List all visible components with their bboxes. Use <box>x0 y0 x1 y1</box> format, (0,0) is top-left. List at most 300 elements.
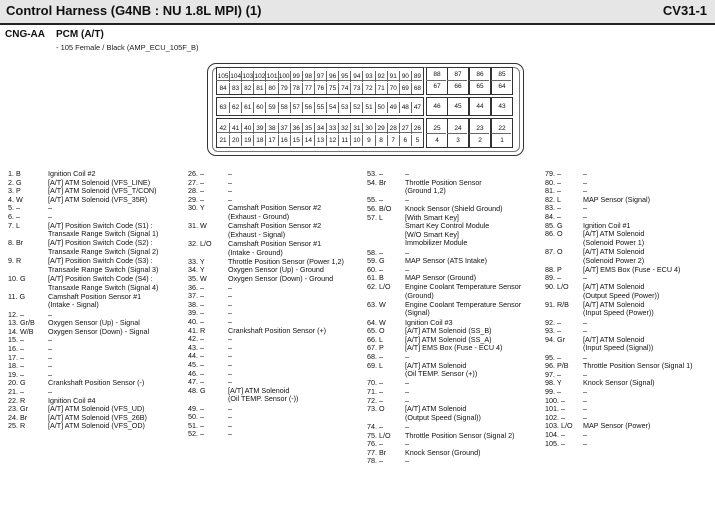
pin-number-color: 10. G <box>8 274 26 283</box>
pin-description: – <box>583 203 587 213</box>
pin-number-color: 35. W <box>188 274 207 283</box>
pin-description: (Ground 1,2) <box>405 186 446 196</box>
pin-number-color: 25. R <box>8 421 26 431</box>
pin-description: – <box>583 438 587 448</box>
connector-row-divider <box>469 133 489 134</box>
pin-description: (Ground) <box>405 290 434 300</box>
pin-description: – <box>228 334 232 344</box>
pin-number-color: 73. O <box>367 404 385 414</box>
pin-number-color: 69. L <box>367 360 383 370</box>
connector-pin: 54 <box>326 102 338 113</box>
connector-pin: 75 <box>326 83 338 94</box>
pin-number-color: 87. O <box>545 247 563 256</box>
pin-number-color: 103. L/O <box>545 421 573 431</box>
pin-number-color: 68. – <box>367 352 383 361</box>
pin-description: – <box>48 203 52 213</box>
connector-pin: 11 <box>338 135 350 146</box>
pin-number-color: 72. – <box>367 395 383 405</box>
pin-description: – <box>228 429 232 439</box>
pin-number-color: 19. – <box>8 369 24 379</box>
pin-number-color: 14. W/B <box>8 326 34 336</box>
pin-number-color: 91. R/B <box>545 299 569 309</box>
connector-pin: 78 <box>290 83 302 94</box>
connector-pin: 22 <box>498 125 506 132</box>
connector-pin: 53 <box>338 102 350 113</box>
pin-description: [A/T] Position Switch Code (S3) : <box>48 256 153 266</box>
pin-description: – <box>48 387 52 396</box>
pin-description: – <box>228 169 232 178</box>
connector-pin: 29 <box>375 123 387 134</box>
pin-description: – <box>405 387 409 396</box>
pin-number-color: 83. – <box>545 203 561 213</box>
pin-description: [A/T] ATM Solenoid <box>228 385 290 395</box>
connector-pin: 60 <box>253 102 265 113</box>
page-code: CV31-1 <box>662 3 707 18</box>
pin-number-color: 23. Gr <box>8 404 28 414</box>
connector-pin: 39 <box>253 123 265 134</box>
pin-number-color: 79. – <box>545 169 561 178</box>
connector-pin: 82 <box>241 83 253 94</box>
pin-number-color: 86. O <box>545 229 563 239</box>
pin-number-color: 54. Br <box>367 177 387 187</box>
pin-description: – <box>405 422 409 431</box>
pin-description: [A/T] ATM Solenoid (VFS_LINE) <box>48 177 151 187</box>
pin-number-color: 44. – <box>188 351 204 361</box>
pin-description: [A/T] ATM Solenoid (VFS_UD) <box>48 404 145 414</box>
pin-description: – <box>228 282 232 292</box>
pin-number-color: 22. R <box>8 395 26 405</box>
pin-number-color: 55. – <box>367 195 383 205</box>
pin-number-color: 90. L/O <box>545 282 569 291</box>
pin-description: – <box>583 369 587 379</box>
pin-description: – <box>405 247 409 257</box>
pin-description: Camshaft Position Sensor #2 <box>228 221 322 231</box>
connector-row-divider <box>447 133 467 134</box>
pin-number-color: 60. – <box>367 264 383 274</box>
pin-number-color: 95. – <box>545 352 561 362</box>
connector-row-divider <box>491 80 511 81</box>
connector-pin: 72 <box>362 83 374 94</box>
pin-number-color: 70. – <box>367 378 383 388</box>
pin-description: – <box>583 412 587 422</box>
connector-pin: 93 <box>362 71 374 82</box>
pin-number-color: 82. L <box>545 194 561 204</box>
pin-number-color: 64. W <box>367 317 386 327</box>
connector-pin: 33 <box>326 123 338 134</box>
pin-description: – <box>405 395 409 405</box>
connector-pin: 8 <box>375 135 387 146</box>
pin-number-color: 12. – <box>8 309 24 319</box>
connector-pin: 12 <box>326 135 338 146</box>
pin-description: – <box>583 212 587 221</box>
connector-pin: 62 <box>229 102 241 113</box>
pin-description: [A/T] ATM Solenoid <box>405 404 467 414</box>
pin-number-color: 76. – <box>367 439 383 449</box>
pin-description: – <box>48 361 52 371</box>
pin-number-color: 97. – <box>545 369 561 379</box>
connector-pin: 1 <box>500 137 504 144</box>
pin-description: Throttle Position Sensor (Signal 2) <box>405 430 515 440</box>
connector-pin: 32 <box>338 123 350 134</box>
pin-description: – <box>583 404 587 414</box>
connector-pin: 69 <box>399 83 411 94</box>
connector-row-divider <box>426 133 446 134</box>
pin-number-color: 30. Y <box>188 203 205 213</box>
pin-number-color: 49. – <box>188 403 204 413</box>
pin-number-color: 47. – <box>188 377 204 387</box>
connector-pin: 40 <box>241 123 253 134</box>
connector-pin: 87 <box>454 71 462 78</box>
connector-pin: 20 <box>229 135 241 146</box>
pin-number-color: 13. Gr/B <box>8 318 35 328</box>
connector-pin: 18 <box>253 135 265 146</box>
pin-description: – <box>405 439 409 449</box>
pin-description: MAP Sensor (Power) <box>583 421 651 431</box>
pin-description: [A/T] ATM Solenoid <box>583 282 645 291</box>
pin-description: Transaxle Range Switch (Signal 3) <box>48 264 159 274</box>
pin-number-color: 42. – <box>188 334 204 344</box>
connector-pin: 103 <box>242 73 254 80</box>
connector-pin: 46 <box>433 103 441 110</box>
pin-number-color: 65. O <box>367 326 385 336</box>
pin-description: (Input Speed (Power)) <box>583 308 654 318</box>
connector-pin: 61 <box>241 102 253 113</box>
pin-description: – <box>583 395 587 405</box>
pin-number-color: 63. W <box>367 299 386 309</box>
pin-description: Throttle Position Sensor (Signal 1) <box>583 361 693 371</box>
pin-description: Ignition Coil #1 <box>583 220 631 230</box>
pin-description: – <box>228 194 232 204</box>
pin-description: Crankshaft Position Sensor (+) <box>228 325 327 335</box>
pin-number-color: 101. – <box>545 404 565 414</box>
pin-description: [A/T] EMS Box (Fuse - ECU 4) <box>583 264 681 274</box>
connector-pin: 42 <box>219 125 227 132</box>
pin-description: (Output Speed (Power)) <box>583 290 660 300</box>
pin-number-color: 88. P <box>545 264 562 274</box>
connector-pin: 73 <box>350 83 362 94</box>
pin-number-color: 71. – <box>367 387 383 396</box>
pin-number-color: 57. L <box>367 212 383 222</box>
pin-description: (Oil TEMP. Sensor (-)) <box>228 394 299 404</box>
pin-number-color: 74. – <box>367 422 383 431</box>
pin-description: (Output Speed (Signal)) <box>405 412 481 422</box>
pin-description: [A/T] Position Switch Code (S2) : <box>48 238 153 248</box>
connector-row-divider <box>491 133 511 134</box>
pin-description: [A/T] ATM Solenoid <box>405 360 467 370</box>
pin-description: (Oil TEMP. Sensor (+)) <box>405 369 478 379</box>
pin-description: – <box>228 291 232 301</box>
connector-pin: 26 <box>411 123 423 134</box>
pin-description: – <box>228 177 232 187</box>
pin-number-color: 20. G <box>8 378 26 388</box>
pin-description: Transaxle Range Switch (Signal 4) <box>48 282 159 292</box>
pin-number-color: 43. – <box>188 342 204 352</box>
pin-description: – <box>583 186 587 196</box>
connector-pin: 77 <box>302 83 314 94</box>
pin-number-color: 56. B/O <box>367 204 392 213</box>
pin-number-color: 8. Br <box>8 238 24 248</box>
pin-number-color: 58. – <box>367 247 383 257</box>
pin-number-color: 81. – <box>545 186 561 196</box>
connector-pin: 48 <box>399 102 411 113</box>
connector-pin: 59 <box>265 102 277 113</box>
pin-number-color: 61. B <box>367 273 384 283</box>
connector-pin: 43 <box>498 103 506 110</box>
connector-pin: 91 <box>387 71 399 82</box>
connector-pin: 88 <box>433 71 441 78</box>
pin-description: – <box>405 456 409 466</box>
connector-pin: 84 <box>219 85 227 92</box>
pin-description: [A/T] Position Switch Code (S4) : <box>48 274 153 283</box>
connector-pin: 27 <box>399 123 411 134</box>
pin-description: – <box>228 412 232 422</box>
pin-number-color: 53. – <box>367 169 383 178</box>
connector-pin: 45 <box>454 103 462 110</box>
pin-description: Engine Coolant Temperature Sensor <box>405 299 522 309</box>
pin-description: Crankshaft Position Sensor (-) <box>48 378 145 388</box>
pin-number-color: 32. L/O <box>188 239 212 248</box>
pin-number-color: 18. – <box>8 361 24 371</box>
pin-description: Transaxle Range Switch (Signal 2) <box>48 246 159 256</box>
connector-pin: 35 <box>302 123 314 134</box>
pin-description: Transaxle Range Switch (Signal 1) <box>48 229 159 239</box>
pin-description: [A/T] ATM Solenoid (VFS_35R) <box>48 194 148 204</box>
pin-description: – <box>583 317 587 327</box>
pin-number-color: 85. G <box>545 220 563 230</box>
connector-pin: 31 <box>350 123 362 134</box>
pin-description: – <box>48 335 52 345</box>
pin-description: Oxygen Sensor (Down) - Ground <box>228 274 334 283</box>
pin-number-color: 5. – <box>8 203 20 213</box>
connector-pin: 64 <box>498 83 506 90</box>
page-title: Control Harness (G4NB : NU 1.8L MPI) (1) <box>6 3 262 18</box>
pin-number-color: 45. – <box>188 360 204 369</box>
pin-description: Throttle Position Sensor (Power 1,2) <box>228 256 344 266</box>
pin-number-color: 2. G <box>8 177 22 187</box>
pin-description: [A/T] Position Switch Code (S1) : <box>48 220 153 230</box>
pin-description: – <box>583 273 587 283</box>
pin-description: [A/T] EMS Box (Fuse - ECU 4) <box>405 343 503 353</box>
connector-pin: 70 <box>387 83 399 94</box>
pin-number-color: 21. – <box>8 387 24 396</box>
connector-pin: 38 <box>265 123 277 134</box>
pin-description: – <box>405 264 409 274</box>
connector-pin: 4 <box>435 137 439 144</box>
connector-pin: 50 <box>375 102 387 113</box>
pin-number-color: 29. – <box>188 194 204 204</box>
connector-pin: 76 <box>314 83 326 94</box>
pin-description: [A/T] ATM Solenoid (SS_A) <box>405 334 492 344</box>
pin-number-color: 38. – <box>188 299 204 309</box>
pin-number-color: 105. – <box>545 438 565 448</box>
pin-description: MAP Sensor (Ground) <box>405 273 476 283</box>
pin-number-color: 36. – <box>188 282 204 292</box>
pin-description: (Exhaust - Signal) <box>228 229 286 239</box>
connector-pin: 5 <box>411 135 423 146</box>
pin-number-color: 75. L/O <box>367 430 391 440</box>
pin-description: – <box>405 195 409 205</box>
connector-pin: 24 <box>454 125 462 132</box>
connector-pin: 47 <box>411 102 423 113</box>
pin-description: – <box>228 351 232 361</box>
pin-description: [A/T] ATM Solenoid <box>583 299 645 309</box>
pin-number-color: 37. – <box>188 291 204 301</box>
connector-pin: 51 <box>362 102 374 113</box>
pin-number-color: 4. W <box>8 194 23 204</box>
connector-pin: 56 <box>302 102 314 113</box>
pin-number-color: 102. – <box>545 412 565 422</box>
pin-number-color: 50. – <box>188 412 204 422</box>
pin-number-color: 84. – <box>545 212 561 221</box>
connector-pin: 92 <box>375 71 387 82</box>
connector-row-divider <box>447 80 467 81</box>
connector-pin: 55 <box>314 102 326 113</box>
connector-pin: 30 <box>362 123 374 134</box>
connector-pin: 98 <box>302 71 314 82</box>
pin-description: (Solenoid Power 2) <box>583 255 645 265</box>
pin-description: [A/T] ATM Solenoid (VFS_T/CON) <box>48 186 157 196</box>
connector-pin: 34 <box>314 123 326 134</box>
connector-pin: 15 <box>290 135 302 146</box>
connector-pin: 71 <box>375 83 387 94</box>
pin-number-color: 67. P <box>367 343 384 353</box>
pin-description: (Input Speed (Signal)) <box>583 343 654 353</box>
pin-description: – <box>405 352 409 361</box>
pin-number-color: 94. Gr <box>545 334 565 344</box>
pin-description: [A/T] ATM Solenoid <box>583 247 645 256</box>
connector-name: PCM (A/T) <box>56 29 104 40</box>
connector-pin: 86 <box>476 71 484 78</box>
pin-description: – <box>48 352 52 362</box>
pin-number-color: 80. – <box>545 177 561 187</box>
pin-number-color: 39. – <box>188 308 204 318</box>
connector-pin: 100 <box>278 73 290 80</box>
pin-description: – <box>228 403 232 413</box>
pin-number-color: 28. – <box>188 186 204 196</box>
pin-number-color: 104. – <box>545 430 565 439</box>
pin-number-color: 9. R <box>8 256 22 266</box>
pin-description: Throttle Position Sensor <box>405 177 482 187</box>
connector-pin: 67 <box>433 83 441 90</box>
pin-description: – <box>583 387 587 396</box>
pin-description: – <box>228 317 232 326</box>
connector-pin: 95 <box>338 71 350 82</box>
connector-pin: 66 <box>454 83 462 90</box>
pin-description: – <box>228 186 232 196</box>
pin-number-color: 17. – <box>8 352 24 362</box>
connector-pin: 21 <box>219 137 227 144</box>
connector-pin: 52 <box>350 102 362 113</box>
pin-number-color: 3. P <box>8 186 21 196</box>
connector-pin: 17 <box>265 135 277 146</box>
pin-number-color: 92. – <box>545 317 561 327</box>
pin-description: Ignition Coil #3 <box>405 317 453 327</box>
pin-description: – <box>405 378 409 388</box>
pin-description: – <box>48 212 52 221</box>
pin-description: [A/T] ATM Solenoid <box>583 334 645 344</box>
connector-pin: 102 <box>254 73 266 80</box>
pin-description: – <box>583 169 587 178</box>
connector-pin: 80 <box>265 83 277 94</box>
connector-pin: 16 <box>278 135 290 146</box>
pin-description: – <box>228 308 232 318</box>
connector-pin: 6 <box>399 135 411 146</box>
connector-pin: 96 <box>326 71 338 82</box>
connector-pin: 58 <box>278 102 290 113</box>
pin-number-color: 15. – <box>8 335 24 345</box>
pin-description: (Intake - Ground) <box>228 247 283 257</box>
pin-description: Oxygen Sensor (Up) - Ground <box>228 265 324 275</box>
pin-description: Camshaft Position Sensor #1 <box>48 291 142 301</box>
pin-description: Knock Sensor (Ground) <box>405 447 481 457</box>
pin-description: [A/T] ATM Solenoid (VFS_OD) <box>48 421 145 431</box>
connector-pin: 37 <box>278 123 290 134</box>
connector-pin: 2 <box>478 137 482 144</box>
pin-description: – <box>48 309 52 319</box>
connector-pin: 105 <box>217 73 229 80</box>
pin-description: Camshaft Position Sensor #2 <box>228 203 322 213</box>
pin-description: Oxygen Sensor (Down) - Signal <box>48 326 150 336</box>
pin-number-color: 59. G <box>367 256 385 266</box>
pin-number-color: 16. – <box>8 344 24 353</box>
connector-pin: 85 <box>498 71 506 78</box>
connector-pin: 41 <box>229 123 241 134</box>
pin-description: – <box>228 420 232 430</box>
pin-description: [W/O Smart Key] <box>405 229 459 239</box>
pin-number-color: 99. – <box>545 387 561 396</box>
pin-description: – <box>48 344 52 353</box>
connector-row-divider <box>216 80 422 81</box>
pin-description: – <box>48 369 52 379</box>
pin-number-color: 62. L/O <box>367 282 391 291</box>
pin-number-color: 96. P/B <box>545 361 569 371</box>
pin-number-color: 31. W <box>188 221 207 231</box>
connector-pin: 99 <box>290 71 302 82</box>
connector-pin: 23 <box>476 125 484 132</box>
pin-description: Knock Sensor (Shield Ground) <box>405 204 503 213</box>
pin-number-color: 89. – <box>545 273 561 283</box>
pin-description: – <box>228 360 232 369</box>
connector-row-divider <box>216 132 422 133</box>
pin-number-color: 1. B <box>8 169 21 178</box>
connector-pin: 104 <box>230 73 242 80</box>
pin-number-color: 52. – <box>188 429 204 439</box>
pin-description: (Signal) <box>405 308 430 318</box>
pin-description: Ignition Coil #2 <box>48 169 96 178</box>
pin-number-color: 26. – <box>188 169 204 178</box>
connector-pin: 19 <box>241 135 253 146</box>
connector-pin: 101 <box>266 73 278 80</box>
pin-number-color: 7. L <box>8 220 20 230</box>
connector-row-divider <box>469 80 489 81</box>
pin-number-color: 27. – <box>188 177 204 187</box>
pin-number-color: 33. Y <box>188 256 205 266</box>
connector-pin: 36 <box>290 123 302 134</box>
pin-number-color: 41. R <box>188 325 206 335</box>
pin-description: (Exhaust - Ground) <box>228 211 290 221</box>
connector-pin: 65 <box>476 83 484 90</box>
connector-pin: 68 <box>411 83 423 94</box>
connector-pin: 44 <box>476 103 484 110</box>
pin-description: [With Smart Key] <box>405 212 459 222</box>
connector-row-divider <box>426 80 446 81</box>
connector-pin: 83 <box>229 83 241 94</box>
connector-pin: 79 <box>278 83 290 94</box>
pin-number-color: 40. – <box>188 317 204 326</box>
pin-description: Camshaft Position Sensor #1 <box>228 239 322 248</box>
pin-number-color: 34. Y <box>188 265 205 275</box>
pin-description: Oxygen Sensor (Up) - Signal <box>48 318 140 328</box>
